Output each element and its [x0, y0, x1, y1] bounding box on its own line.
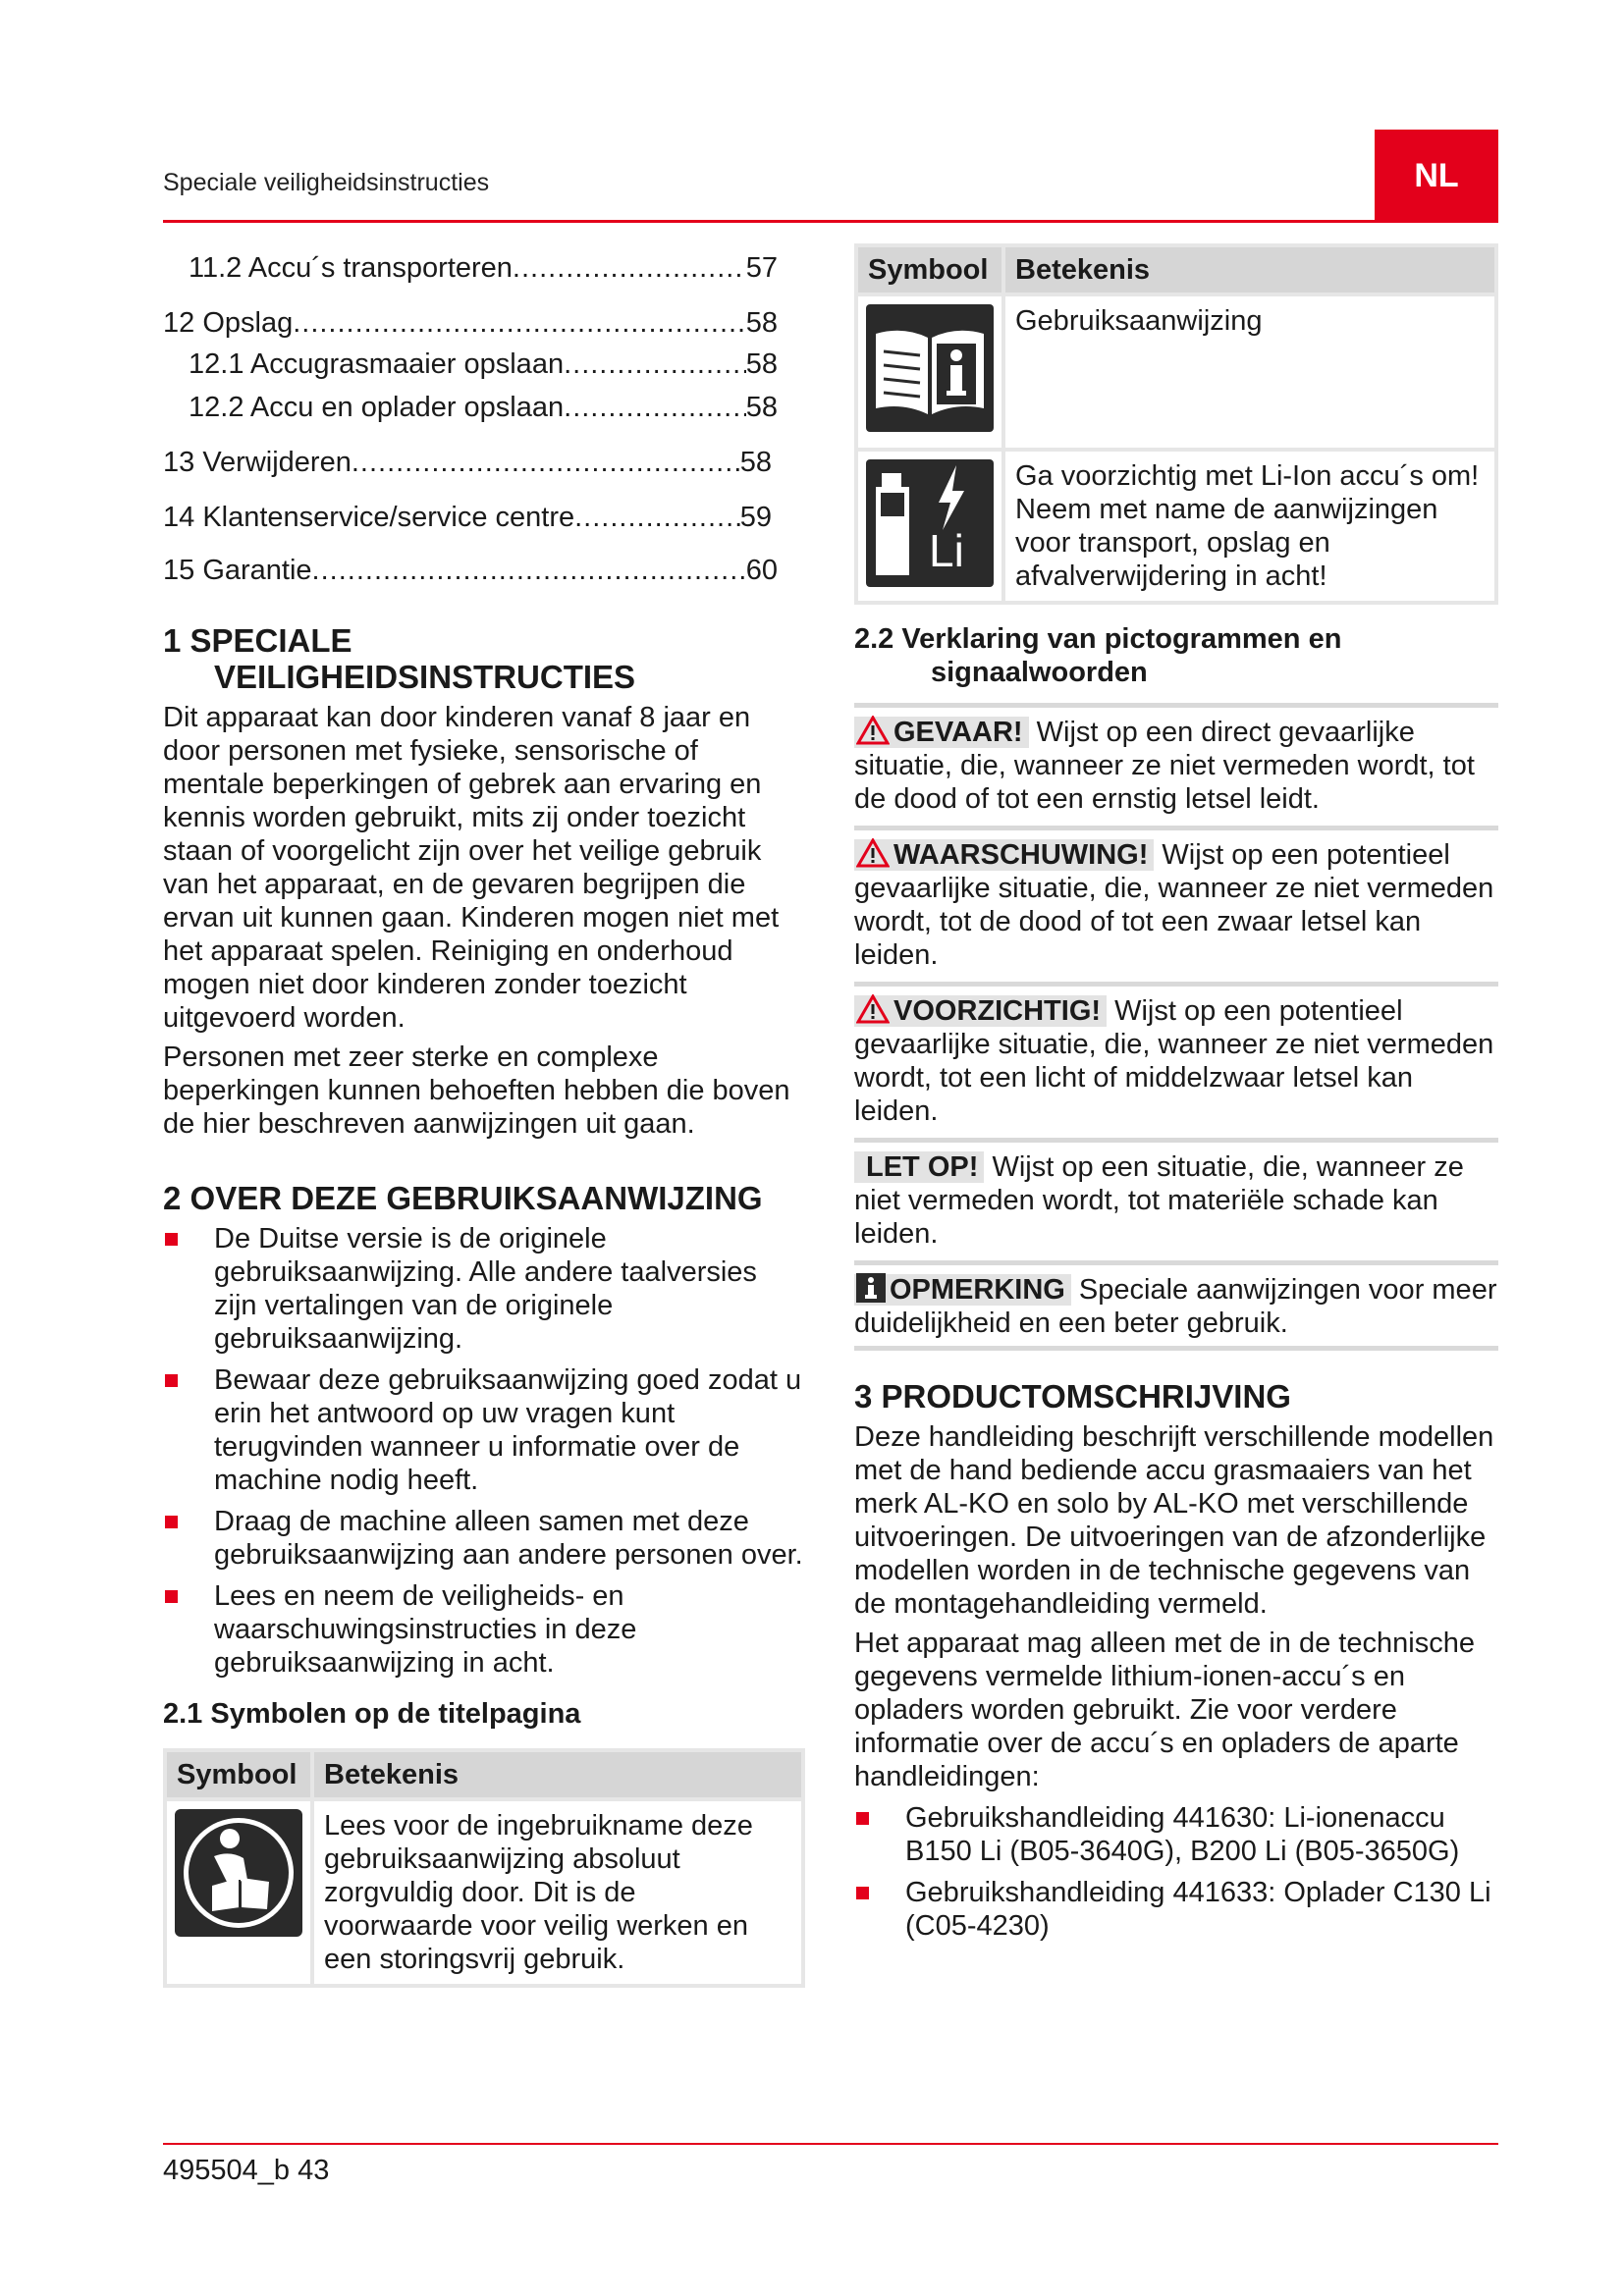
toc-entry[interactable] [163, 251, 778, 285]
section-1-paragraph-1: Dit apparaat kan door kinderen vanaf 8 jaar en door personen met fysieke, sensorische of mentale beperkingen of gebrek aan ervaring en kennis worden gebruikt, mits zij onder toezicht staan of voorgelicht zijn over het veilige gebruik van het apparaat, en de gevaren begrijpen die ervan uit kunnen gaan. Kinderen mogen niet met het apparaat spelen. Reiniging en onderhoud mogen niet door kinderen zonder toezicht uitgevoerd worden. [163, 702, 780, 1034]
table-cell-symbol [167, 1801, 310, 1984]
table-cell-symbol [858, 296, 1001, 448]
table-cell-meaning: Lees voor de ingebruikname deze gebruiksaanwijzing absoluut zorgvuldig door. Dit is de voorwaarde voor veilig werken en een storingsvrij gebruik. [314, 1801, 801, 1984]
toc-entry[interactable] [163, 446, 772, 479]
li-label: Li [929, 525, 964, 576]
info-icon [856, 1273, 886, 1303]
toc-page: 58 [739, 447, 772, 478]
table-row [858, 452, 1494, 601]
toc-page: 59 [739, 502, 772, 533]
list-item [163, 1222, 805, 1356]
toc-page: 58 [745, 307, 778, 339]
section-1-heading-line1: 1 SPECIALE [163, 622, 352, 659]
toc-page: 60 [745, 555, 778, 586]
table-header-meaning: Betekenis [314, 1752, 801, 1797]
list-item-text: Bewaar deze gebruiksaanwijzing goed zodat u erin het antwoord op uw vragen kunt terugvinden wanneer u informatie over de machine nodig heeft. [214, 1364, 802, 1496]
toc-entry[interactable] [163, 554, 778, 587]
language-tab: NL [1375, 130, 1498, 222]
list-item [163, 1363, 805, 1497]
table-cell-meaning: Ga voorzichtig met Li-Ion accu´s om! Neem met name de aanwijzingen voor transport, opslag en afvalverwijdering in acht! [1005, 452, 1494, 601]
toc-label: 12.1 Accugrasmaaier opslaan [189, 348, 565, 380]
section-3-paragraph-1: Deze handleiding beschrijft verschillende modellen met de hand bediende accu grasmaaiers van het merk AL-KO en solo by AL-KO met verschillende uitvoeringen. De uitvoeringen van de afzonderlijke modellen worden in de technische gegevens van de montagehandleiding vermeld. [854, 1421, 1494, 1620]
signal-warning [854, 826, 1498, 972]
section-2-1-heading: 2.1 Symbolen op de titelpagina [163, 1698, 581, 1730]
section-2-2-heading [854, 622, 1498, 689]
symbol-table-battery [854, 243, 1498, 605]
section-3-heading: 3 PRODUCTOMSCHRIJVING [854, 1378, 1291, 1415]
list-item [163, 1579, 805, 1680]
toc-page: 58 [745, 392, 778, 423]
list-item [163, 1505, 805, 1572]
list-item-text: Gebruikshandleiding 441633: Oplader C130 Li (C05-4230) [905, 1877, 1491, 1942]
manual-book-icon [866, 304, 994, 432]
signal-tag-text: GEVAAR! [893, 717, 1023, 748]
toc-entry[interactable] [163, 501, 772, 534]
table-header-symbol: Symbool [167, 1752, 310, 1797]
list-item-text: Lees en neem de veiligheids- en waarschuwingsinstructies in deze gebruiksaanwijzing in acht. [214, 1580, 637, 1679]
signal-tag-text: LET OP! [866, 1151, 979, 1183]
read-manual-icon [175, 1809, 302, 1937]
table-header-symbol: Symbool [858, 247, 1001, 293]
signal-text: Wijst op een situatie, die, wanneer ze niet vermeden wordt, tot materiële schade kan leiden. [854, 1151, 1464, 1250]
signal-tag [854, 995, 1107, 1027]
bullet-square-icon [165, 1374, 178, 1387]
footer-rule [163, 2143, 1498, 2145]
signal-text: Wijst op een potentieel gevaarlijke situatie, die, wanneer ze niet vermeden wordt, tot een licht of middelzwaar letsel kan leiden. [854, 995, 1494, 1127]
table-cell-symbol [858, 452, 1001, 601]
section-1-heading-line2: VEILIGHEIDSINSTRUCTIES [214, 659, 636, 695]
list-item-text: Draag de machine alleen samen met deze gebruiksaanwijzing aan andere personen over. [214, 1506, 803, 1571]
warning-triangle-icon [856, 994, 890, 1024]
toc-label: 12 Opslag [163, 307, 294, 339]
signal-tag-text: WAARSCHUWING! [893, 839, 1149, 871]
toc-label: 11.2 Accu´s transporteren [189, 252, 513, 284]
signal-danger [854, 703, 1498, 816]
list-item-text: De Duitse versie is de originele gebruiksaanwijzing. Alle andere taalversies zijn vertalingen van de originele gebruiksaanwijzing. [214, 1223, 757, 1355]
signal-caution [854, 982, 1498, 1128]
toc-entry[interactable] [163, 391, 778, 424]
signal-word-list [854, 703, 1498, 1351]
signal-text: Wijst op een potentieel gevaarlijke situatie, die, wanneer ze niet vermeden wordt, tot de dood of tot een zwaar letsel kan leiden. [854, 839, 1494, 971]
warning-triangle-icon [856, 838, 890, 868]
symbol-table-title-page [163, 1748, 805, 1988]
list-item-text: Gebruikshandleiding 441630: Li-ionenaccu B150 Li (B05-3640G), B200 Li (B05-3650G) [905, 1802, 1460, 1867]
li-ion-battery-icon [866, 459, 994, 587]
signal-text: Speciale aanwijzingen voor meer duidelijkheid en een beter gebruik. [854, 1274, 1497, 1339]
section-2-bullet-list [163, 1222, 805, 1680]
signal-notice [854, 1138, 1498, 1251]
table-header-meaning: Betekenis [1005, 247, 1494, 293]
header-title: Speciale veiligheidsinstructies [163, 169, 490, 196]
section-2-2-heading-line1: 2.2 Verklaring van pictogrammen en [854, 623, 1342, 655]
section-3-bullet-list [854, 1801, 1498, 1943]
right-column [854, 243, 1498, 1950]
signal-text: Wijst op een direct gevaarlijke situatie, die, wanneer ze niet vermeden wordt, tot de dood of tot een ernstig letsel leidt. [854, 717, 1475, 815]
section-1-paragraph-2: Personen met zeer sterke en complexe beperkingen kunnen behoeften hebben die boven de hier beschreven aanwijzingen uit gaan. [163, 1041, 790, 1140]
footer-doc-number: 495504_b 43 [163, 2155, 330, 2186]
toc-page: 57 [745, 252, 778, 284]
warning-triangle-icon [856, 716, 890, 745]
section-2-2-heading-line2: signaalwoorden [931, 657, 1148, 688]
bullet-square-icon [165, 1590, 178, 1603]
toc-label: 12.2 Accu en oplader opslaan [189, 392, 565, 423]
bullet-square-icon [856, 1812, 869, 1825]
toc-label: 13 Verwijderen [163, 447, 352, 478]
toc-entry[interactable] [163, 306, 778, 340]
section-3-paragraph-2: Het apparaat mag alleen met de in de technische gegevens vermelde lithium-ionen-accu´s en opladers worden gebruikt. Zie voor verdere informatie over de accu´s en opladers de aparte handleidingen: [854, 1628, 1475, 1792]
list-item [854, 1876, 1498, 1943]
toc-label: 15 Garantie [163, 555, 312, 586]
signal-tag-text: OPMERKING [890, 1274, 1065, 1306]
toc-label: 14 Klantenservice/service centre [163, 502, 575, 533]
left-column [163, 251, 805, 1988]
table-row [858, 296, 1494, 448]
section-1-heading [163, 622, 805, 695]
table-cell-meaning: Gebruiksaanwijzing [1005, 296, 1494, 448]
signal-tag [854, 717, 1029, 748]
header-rule [163, 220, 1498, 223]
signal-tag [854, 1151, 984, 1183]
bullet-square-icon [856, 1887, 869, 1899]
signal-note [854, 1260, 1498, 1351]
table-row [167, 1801, 801, 1984]
bullet-square-icon [165, 1233, 178, 1246]
section-2-heading: 2 OVER DEZE GEBRUIKSAANWIJZING [163, 1180, 763, 1216]
bullet-square-icon [165, 1516, 178, 1528]
signal-tag [854, 1274, 1071, 1306]
list-item [854, 1801, 1498, 1868]
table-of-contents [163, 251, 805, 587]
toc-page: 58 [745, 348, 778, 380]
signal-tag-text: VOORZICHTIG! [893, 995, 1102, 1027]
toc-entry[interactable] [163, 347, 778, 381]
signal-tag [854, 839, 1154, 871]
